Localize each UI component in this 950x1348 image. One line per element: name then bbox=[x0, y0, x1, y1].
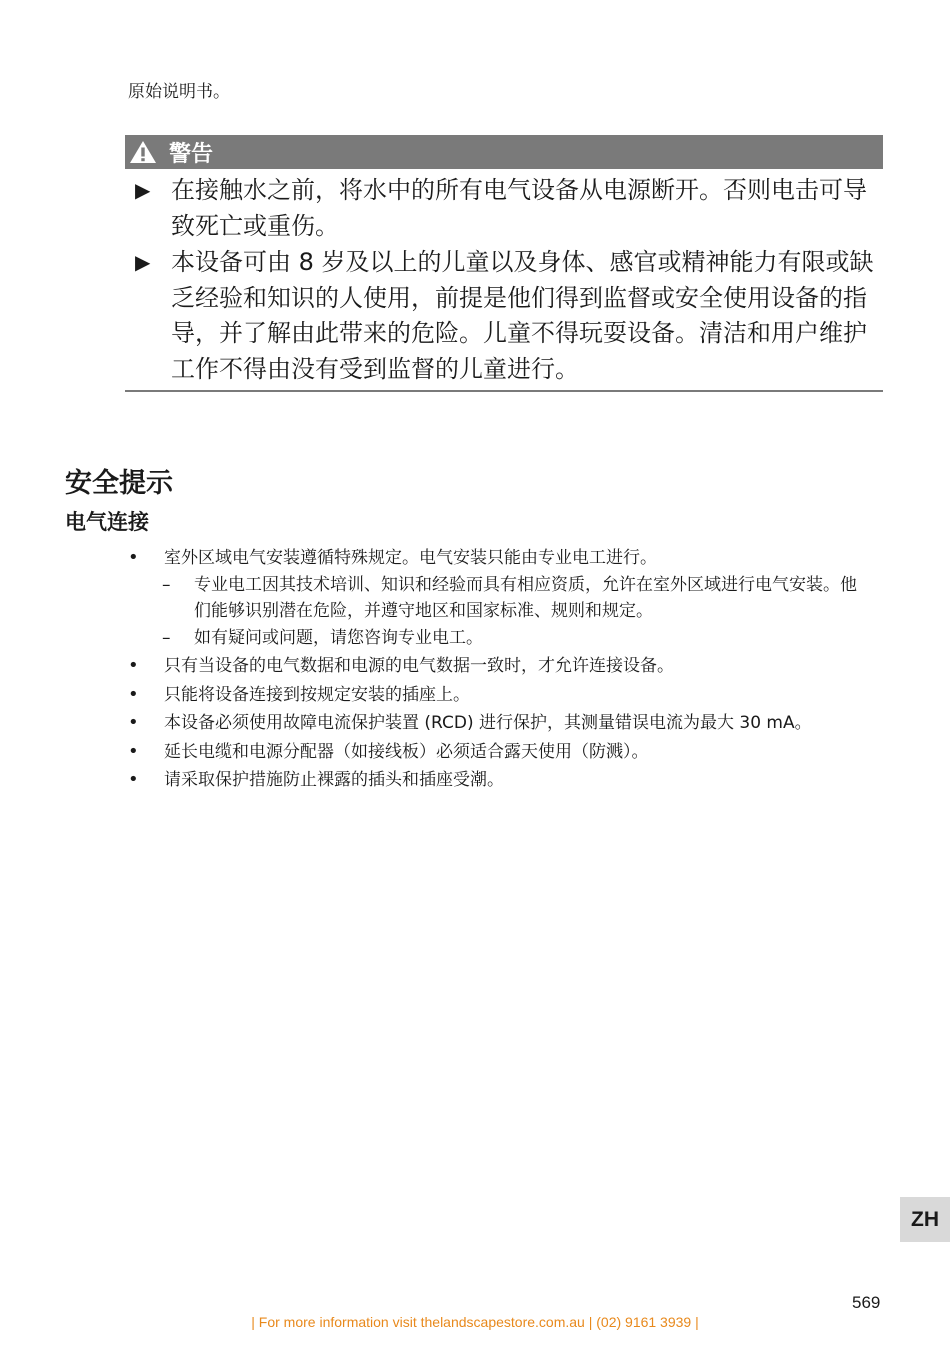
dash-icon: – bbox=[162, 627, 171, 648]
page-number: 569 bbox=[852, 1293, 881, 1312]
sub-list-item-text: 如有疑问或问题，请您咨询专业电工。 bbox=[194, 627, 483, 648]
warning-bottom-rule bbox=[125, 390, 883, 392]
sub-list-item bbox=[162, 625, 870, 652]
footer-text: | For more information visit thelandscapestore.com.au | (02) 9161 3939 | bbox=[251, 1314, 699, 1330]
list-item-text: 只能将设备连接到按规定安装的插座上。 bbox=[164, 684, 470, 705]
section-title: 安全提示 bbox=[65, 468, 173, 499]
warning-box bbox=[125, 135, 883, 392]
bullet-icon: • bbox=[128, 547, 139, 568]
warning-item bbox=[125, 173, 883, 244]
warning-title: 警告 bbox=[169, 141, 214, 167]
dash-icon: – bbox=[162, 574, 171, 595]
language-tab: ZH bbox=[900, 1197, 950, 1242]
list-item bbox=[125, 682, 870, 709]
list-item bbox=[125, 767, 870, 794]
intro-text: 原始说明书。 bbox=[128, 82, 230, 102]
list-item-text: 室外区域电气安装遵循特殊规定。电气安装只能由专业电工进行。 bbox=[164, 548, 657, 568]
list-item bbox=[125, 710, 870, 737]
list-item-text: 只有当设备的电气数据和电源的电气数据一致时，才允许连接设备。 bbox=[164, 656, 674, 676]
triangle-right-icon: ▶ bbox=[135, 178, 151, 202]
sub-list bbox=[164, 572, 870, 652]
triangle-right-icon: ▶ bbox=[135, 250, 151, 274]
bullet-list bbox=[125, 545, 870, 796]
bullet-icon: • bbox=[128, 655, 139, 676]
warning-item-text: 在接触水之前，将水中的所有电气设备从电源断开。否则电击可导致死亡或重伤。 bbox=[171, 176, 867, 240]
sub-list-item bbox=[162, 572, 870, 625]
warning-item-text: 本设备可由 8 岁及以上的儿童以及身体、感官或精神能力有限或缺乏经验和知识的人使用，前提是他们得到监督或安全使用设备的指导，并了解由此带来的危险。儿童不得玩耍设备。清洁和用户维护工作不得由没有受到监督的儿童进行。 bbox=[171, 248, 874, 383]
warning-header bbox=[125, 135, 883, 169]
bullet-icon: • bbox=[128, 740, 139, 762]
list-item bbox=[125, 653, 870, 680]
warning-list bbox=[125, 169, 883, 387]
bullet-icon: • bbox=[128, 712, 139, 733]
list-item bbox=[125, 545, 870, 651]
warning-triangle-icon bbox=[129, 139, 157, 165]
warning-item bbox=[125, 245, 883, 387]
list-item bbox=[125, 739, 870, 766]
bullet-icon: • bbox=[128, 683, 139, 705]
list-item-text: 请采取保护措施防止裸露的插头和插座受潮。 bbox=[164, 770, 504, 790]
bullet-icon: • bbox=[128, 769, 139, 790]
sub-list-item-text: 专业电工因其技术培训、知识和经验而具有相应资质，允许在室外区域进行电气安装。他们能够识别潜在危险，并遵守地区和国家标准、规则和规定。 bbox=[194, 574, 857, 621]
list-item-text: 本设备必须使用故障电流保护装置 (RCD) 进行保护，其测量错误电流为最大 30 mA。 bbox=[164, 713, 812, 733]
list-item-text: 延长电缆和电源分配器（如接线板）必须适合露天使用（防溅）。 bbox=[164, 741, 649, 762]
subsection-title: 电气连接 bbox=[65, 510, 149, 534]
